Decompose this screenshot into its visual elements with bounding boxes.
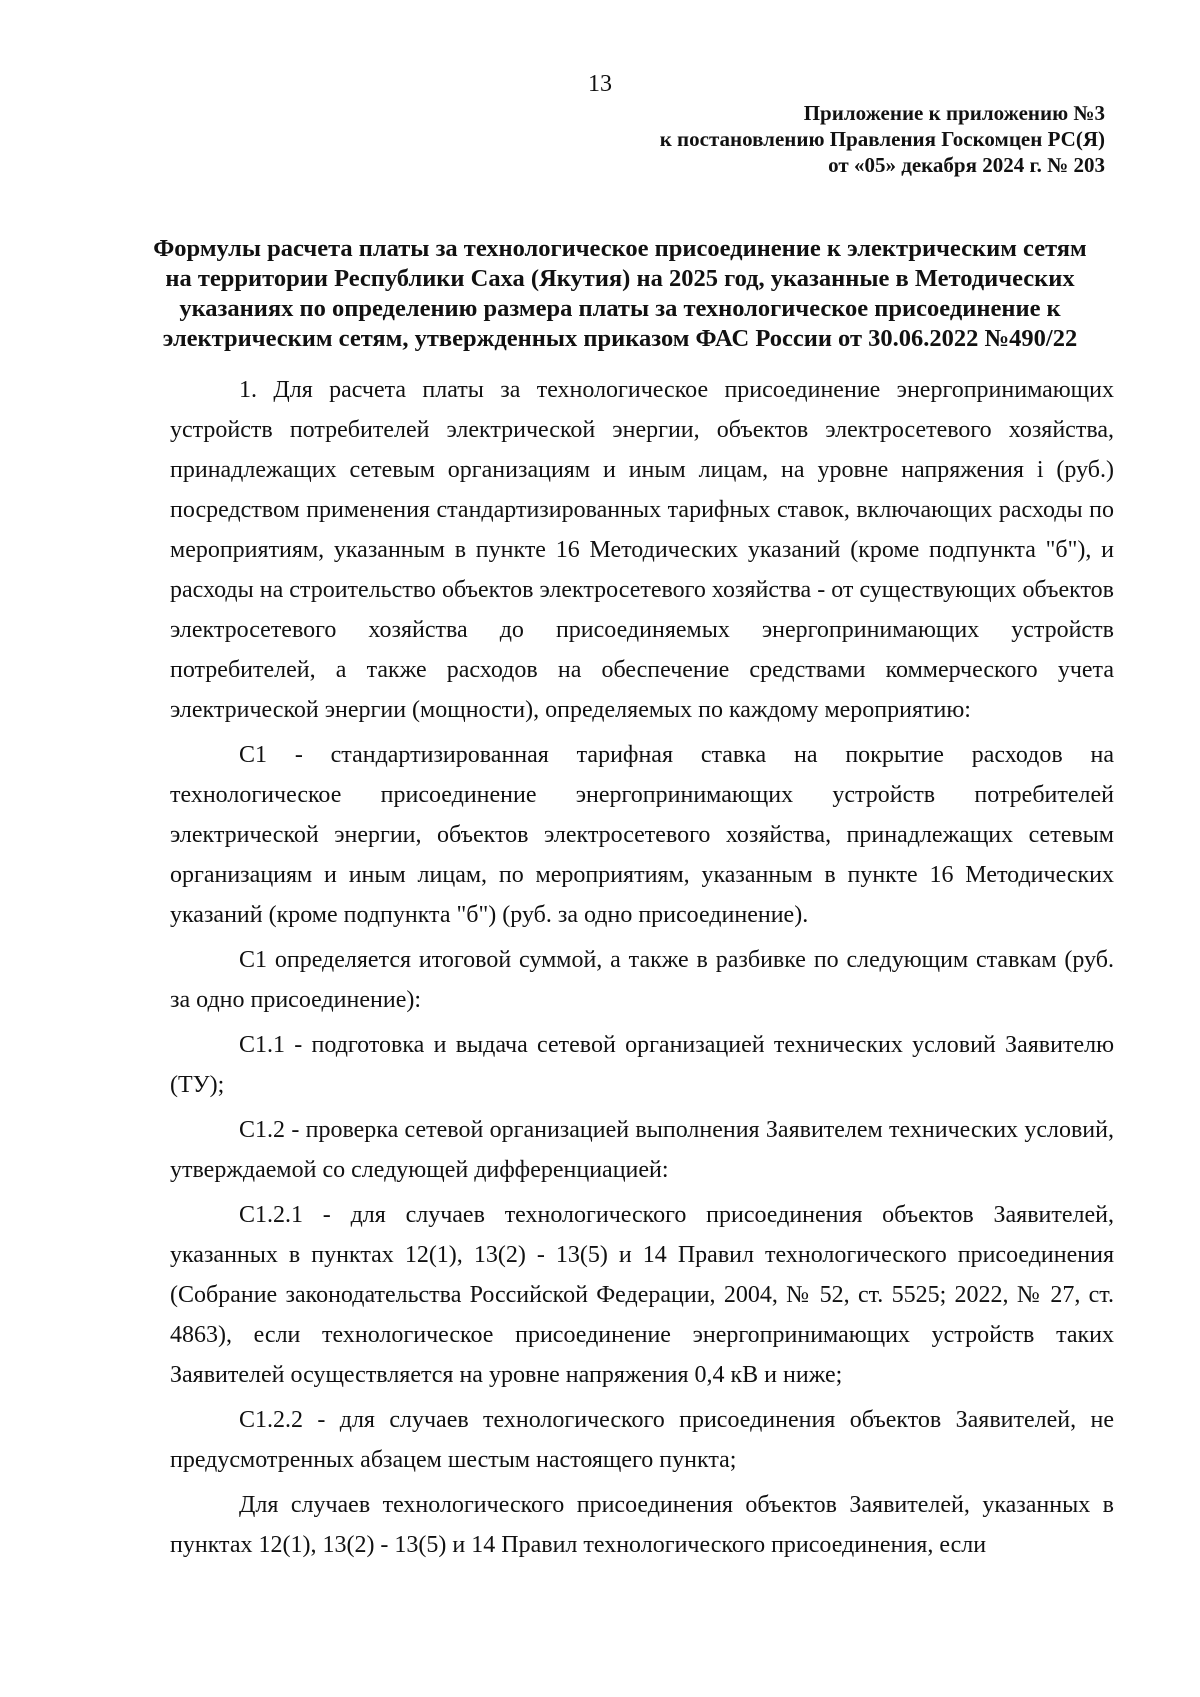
title-line: на территории Республики Саха (Якутия) на 2025 год, указанные в Методических xyxy=(165,265,1075,292)
annex-line: Приложение к приложению №3 xyxy=(803,101,1105,125)
title-line: указаниях по определению размера платы за технологическое присоединение к xyxy=(179,295,1061,322)
title-line: электрическим сетям, утвержденных приказом ФАС России от 30.06.2022 №490/22 xyxy=(162,325,1078,352)
annex-line: от «05» декабря 2024 г. № 203 xyxy=(828,153,1105,177)
annex-reference xyxy=(660,100,1105,178)
paragraph-cases: Для случаев технологического присоединения объектов Заявителей, указанных в пунктах 12(1), 13(2) - 13(5) и 14 Правил технологического присоединения, если xyxy=(170,1492,1114,1558)
annex-line: к постановлению Правления Госкомцен РС(Я) xyxy=(659,127,1105,151)
paragraph-c1-definition: C1 - стандартизированная тарифная ставка на покрытие расходов на технологическое присоединение энергопринимающих устройств потребителей электрической энергии, объектов электросетевого хозяйства, принадлежащих сетевым организациям и иным лицам, по мероприятиям, указанным в пункте 16 Методических указаний (кроме подпункта "б") (руб. за одно присоединение). xyxy=(170,742,1114,928)
paragraph-c1-2: C1.2 - проверка сетевой организацией выполнения Заявителем технических условий, утверждаемой со следующей дифференциацией: xyxy=(170,1117,1114,1183)
paragraph-c1-1: C1.1 - подготовка и выдача сетевой организацией технических условий Заявителю (ТУ); xyxy=(170,1032,1114,1098)
document-body xyxy=(170,370,1114,1565)
paragraph-c1-2-1: C1.2.1 - для случаев технологического присоединения объектов Заявителей, указанных в пунктах 12(1), 13(2) - 13(5) и 14 Правил технологического присоединения (Собрание законодательства Российской Федерации, 2004, № 52, ст. 5525; 2022, № 27, ст. 4863), если технологическое присоединение энергопринимающих устройств таких Заявителей осуществляется на уровне напряжения 0,4 кВ и ниже; xyxy=(170,1202,1114,1388)
paragraph-1: 1. Для расчета платы за технологическое присоединение энергопринимающих устройств потребителей электрической энергии, объектов электросетевого хозяйства, принадлежащих сетевым организациям и иным лицам, на уровне напряжения i (руб.) посредством применения стандартизированных тарифных ставок, включающих расходы по мероприятиям, указанным в пункте 16 Методических указаний (кроме подпункта "б"), и расходы на строительство объектов электросетевого хозяйства - от существующих объектов электросетевого хозяйства до присоединяемых энергопринимающих устройств потребителей, а также расходов на обеспечение средствами коммерческого учета электрической энергии (мощности), определяемых по каждому мероприятию: xyxy=(170,377,1114,723)
document-title xyxy=(150,234,1090,354)
paragraph-c1-2-2: C1.2.2 - для случаев технологического присоединения объектов Заявителей, не предусмотренных абзацем шестым настоящего пункта; xyxy=(170,1407,1114,1473)
paragraph-c1-breakdown: C1 определяется итоговой суммой, а также в разбивке по следующим ставкам (руб. за одно присоединение): xyxy=(170,947,1114,1013)
page-number: 13 xyxy=(588,71,612,97)
title-line: Формулы расчета платы за технологическое присоединение к электрическим сетям xyxy=(153,235,1087,262)
